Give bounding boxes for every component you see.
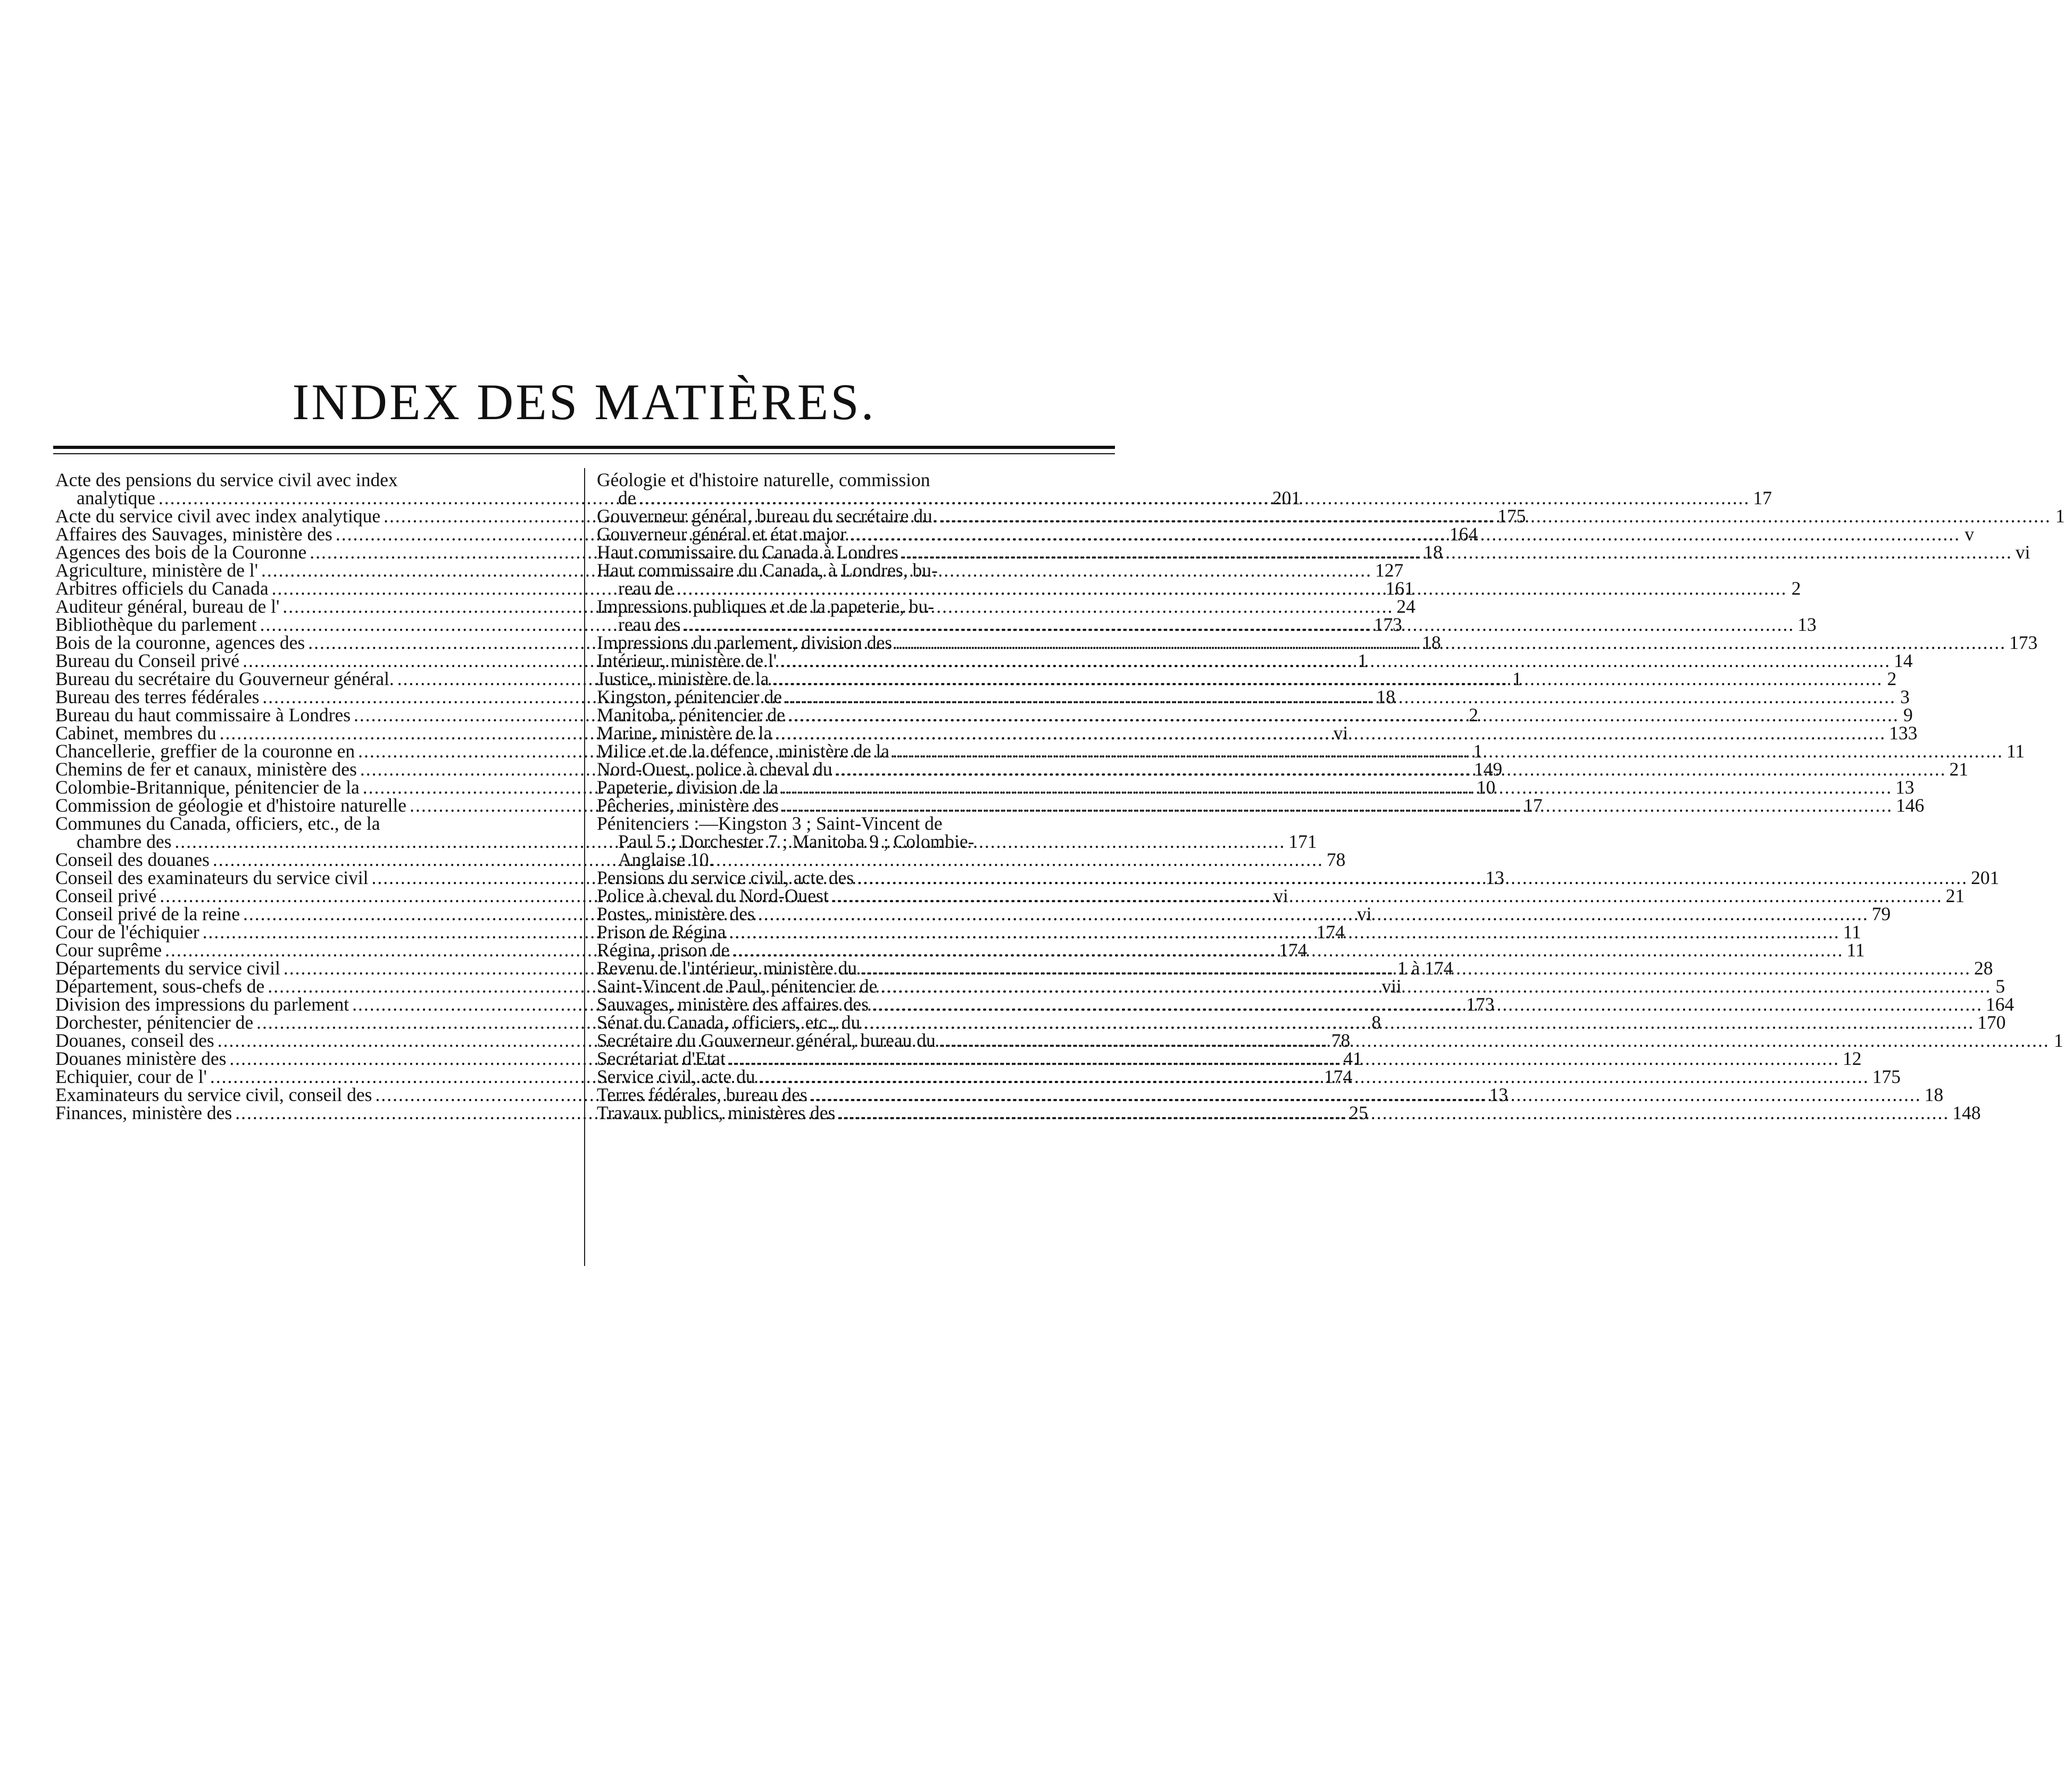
index-entry-page: 173 <box>1466 994 1495 1015</box>
index-entry-text: Gouverneur général et état major <box>597 523 847 545</box>
index-entry-page: 5 <box>1995 976 2005 997</box>
index-entry-text: Impressions publiques et de la papeterie, bu- <box>597 596 934 617</box>
index-entry-text: Bureau du Conseil privé <box>55 650 240 671</box>
index-entry <box>597 561 1099 579</box>
leader-dots <box>782 796 1893 814</box>
index-entry-page: 24 <box>1396 596 1415 617</box>
index-entry <box>597 851 1099 869</box>
index-entry <box>597 471 1099 489</box>
index-entry-text: Saint-Vincent de Paul, pénitencier de <box>597 976 878 997</box>
index-entry-page: 173 <box>2009 632 2038 653</box>
leader-dots <box>836 760 1946 778</box>
index-entry-page: vi <box>2015 541 2030 563</box>
index-entry-page: 175 <box>1872 1066 1901 1087</box>
index-entry-page: 12 <box>1842 1048 1862 1069</box>
index-entry-page: 1 <box>2053 1030 2063 1051</box>
leader-dots <box>902 543 2012 561</box>
index-entry-text: Prison de Régina <box>597 921 726 943</box>
index-entry-text: Gouverneur général, bureau du secrétaire du. <box>597 505 937 527</box>
leader-dots <box>939 1031 2050 1049</box>
index-entry-page: 1 à 174 <box>1397 957 1453 979</box>
index-entry-page: 148 <box>1952 1102 1981 1123</box>
index-entry-text: Postes, ministère des <box>597 903 755 924</box>
index-entry-page: 17 <box>1523 795 1543 816</box>
index-entry-page: 1 <box>1512 668 1522 689</box>
index-entry-text: chambre des <box>77 831 172 852</box>
index-entry-text: Bibliothèque du parlement <box>55 614 257 635</box>
leader-dots <box>732 941 1843 959</box>
index-entry-text: Département, sous-chefs de <box>55 976 265 997</box>
leader-dots <box>811 1086 1921 1104</box>
index-entry-page: 17 <box>1753 487 1772 509</box>
index-entry-page: 13 <box>1489 1084 1508 1105</box>
index-entry-text: Auditeur général, bureau de l' <box>55 596 280 617</box>
index-entry-text: Agences des bois de la Couronne <box>55 541 307 563</box>
index-entry-text: Intérieur, ministère de l' <box>597 650 777 671</box>
index-entry <box>597 668 1897 689</box>
index-entry-page: vi <box>1357 903 1372 924</box>
index-entry-page: 13 <box>1895 777 1914 798</box>
index-entry-page: 8 <box>1371 1012 1381 1033</box>
column-divider <box>584 468 585 1266</box>
leader-dots <box>872 995 1983 1013</box>
index-entry-page: 174 <box>1316 921 1345 943</box>
index-entry-text: Départements du service civil <box>55 957 280 979</box>
title-rule-thin <box>53 453 1115 454</box>
index-entry-page: 1 <box>1358 650 1368 671</box>
leader-dots <box>863 1013 1974 1031</box>
index-entry-page: 11 <box>1843 921 1861 943</box>
index-entry-page: 79 <box>1871 903 1891 924</box>
leader-dots <box>676 579 1787 597</box>
index-entry-text: Police à cheval du Nord-Ouest <box>597 885 829 906</box>
index-entry <box>597 832 1099 851</box>
index-entry-text: Conseil privé <box>55 885 157 906</box>
index-entry-text: Papeterie, division de la <box>597 777 779 798</box>
index-entry-page: 18 <box>1924 1084 1944 1105</box>
index-entry-text: Haut commissaire du Canada, à Londres, bu- <box>597 560 938 581</box>
leader-dots <box>729 1049 1839 1068</box>
index-entry-text: Conseil des douanes <box>55 849 210 870</box>
index-entry-text: Bois de la couronne, agences des <box>55 632 305 653</box>
index-entry-text: Impressions du parlement, division des <box>597 632 893 653</box>
leader-dots <box>775 724 1886 742</box>
leader-dots <box>780 652 1891 670</box>
title-rule-thick <box>53 446 1115 449</box>
index-entry-page: 164 <box>1449 523 1478 545</box>
index-entry-page: 174 <box>1323 1066 1353 1087</box>
index-entry-text: Marine, ministère de la <box>597 722 772 744</box>
index-entry-page: 170 <box>1977 1012 2006 1033</box>
index-entry-page: 201 <box>1971 867 2000 888</box>
index-entry-text: Manitoba, pénitencier de <box>597 704 785 726</box>
index-entry-text: Chancellerie, greffier de la couronne en <box>55 740 355 762</box>
leader-dots <box>880 977 1991 995</box>
index-entry-text: analytique <box>77 487 155 509</box>
leader-dots <box>895 634 2006 652</box>
index-entry-text: Affaires des Sauvages, ministère des <box>55 523 332 545</box>
index-entry-text: Pénitenciers :—Kingston 3 ; Saint-Vincent de <box>597 813 943 834</box>
index-entry-page: 18 <box>1422 632 1441 653</box>
index-entry <box>597 1012 2006 1033</box>
leader-dots <box>781 778 1892 796</box>
index-entry-page: 1 <box>1473 740 1483 762</box>
index-entry-text: Commission de géologie et d'histoire naturelle <box>55 795 407 816</box>
index-entry-text: Sénat du Canada, officiers, etc., du <box>597 1012 861 1033</box>
index-entry-page: vii <box>1381 976 1402 997</box>
index-entry-page: 28 <box>1974 957 1993 979</box>
index-entry-text: Acte des pensions du service civil avec index <box>55 469 398 490</box>
leader-dots <box>684 615 1794 634</box>
index-entry-text: Géologie et d'histoire naturelle, commission <box>597 469 930 490</box>
leader-dots <box>832 887 1943 905</box>
index-entry-text: Kingston, pénitencier de <box>597 686 782 707</box>
index-entry-text: Colombie-Britannique, pénitencier de la <box>55 777 360 798</box>
index-entry-page: 174 <box>1279 939 1308 961</box>
index-entry <box>597 597 1099 615</box>
index-entry-text: Revenu de l'intérieur, ministère du <box>597 957 857 979</box>
index-entry-page: 18 <box>1376 686 1395 707</box>
index-entry-text: Chemins de fer et canaux, ministère des <box>55 759 357 780</box>
index-entry-page: 13 <box>1797 614 1817 635</box>
index-entry <box>597 650 1913 671</box>
index-entry-page: v <box>1964 523 1975 545</box>
index-entry-text: Terres fédérales, bureau des <box>597 1084 807 1105</box>
index-entry-page: 133 <box>1889 722 1918 744</box>
index-entry-page: 41 <box>1343 1048 1362 1069</box>
index-entry-text: Cabinet, membres du <box>55 722 217 744</box>
index-entry-text: Dorchester, pénitencier de <box>55 1012 254 1033</box>
index-entry-text: Régina, prison de <box>597 939 730 961</box>
index-entry-text: de <box>618 487 636 509</box>
index-entry <box>597 814 1099 832</box>
index-entry-page: 21 <box>1949 759 1969 780</box>
leader-dots <box>758 905 1869 923</box>
index-entry-text: Pensions du service civil, acte des <box>597 867 854 888</box>
index-entry-page: 161 <box>1385 578 1414 599</box>
index-entry-text: Cour de l'échiquier <box>55 921 199 943</box>
index-entry-text: Pêcheries, ministère des <box>597 795 779 816</box>
index-entry <box>55 471 561 489</box>
index-entry-text: Cour suprême <box>55 939 162 961</box>
leader-dots <box>772 670 1883 688</box>
leader-dots <box>857 869 1968 887</box>
index-entry-text: Bureau du secrétaire du Gouverneur général. <box>55 668 394 689</box>
index-entry-page: 3 <box>1900 686 1910 707</box>
leader-dots <box>850 525 1960 543</box>
leader-dots <box>639 489 1750 507</box>
index-entry <box>597 704 1913 726</box>
index-entry-text: Arbitres officiels du Canada <box>55 578 269 599</box>
index-entry-text: Conseil privé de la reine <box>55 903 240 924</box>
index-entry-text: reau de <box>618 578 673 599</box>
index-entry-text: Echiquier, cour de l' <box>55 1066 207 1087</box>
index-entry-text: Secrétaire du Gouverneur général, bureau du <box>597 1030 936 1051</box>
leader-dots <box>940 507 2051 525</box>
index-entry-page: 201 <box>1272 487 1301 509</box>
index-entry-page: 10 <box>1476 777 1496 798</box>
index-entry-page: 164 <box>1985 994 2014 1015</box>
leader-dots <box>788 706 1899 724</box>
index-entry-page: 2 <box>1791 578 1801 599</box>
index-entry-page: 2 <box>1887 668 1897 689</box>
index-entry-text: Justice, ministère de la <box>597 668 769 689</box>
index-entry-page: 14 <box>1894 650 1913 671</box>
index-entry-page: vi <box>1333 722 1348 744</box>
index-entry-text: Bureau du haut commissaire à Londres <box>55 704 351 726</box>
index-entry-page: 11 <box>2006 740 2025 762</box>
index-entry-page: 11 <box>1846 939 1865 961</box>
index-entry-page: 25 <box>1349 1102 1368 1123</box>
index-entry-text: Secrétariat d'Etat <box>597 1048 726 1069</box>
index-entry-text: Conseil des examinateurs du service civil <box>55 867 369 888</box>
leader-dots <box>838 1104 1949 1122</box>
index-entry-text: Acte du service civil avec index analytique <box>55 505 381 527</box>
index-entry-text: Communes du Canada, officiers, etc., de la <box>55 813 380 834</box>
index-entry-text: Division des impressions du parlement <box>55 994 349 1015</box>
index-entry <box>55 814 561 832</box>
index-entry-page: 171 <box>1288 831 1317 852</box>
page-title: INDEX DES MATIÈRES. <box>292 373 876 430</box>
leader-dots <box>729 923 1840 941</box>
index-entry-text: Bureau des terres fédérales <box>55 686 260 707</box>
index-entry-page: 18 <box>1423 541 1443 563</box>
index-entry-text: Nord-Ouest, police à cheval du <box>597 759 832 780</box>
index-entry-text: Finances, ministère des <box>55 1102 232 1123</box>
index-entry-page: 175 <box>1497 505 1526 527</box>
index-entry-text: Douanes ministère des <box>55 1048 227 1069</box>
index-entry-page: 13 <box>1485 867 1505 888</box>
index-entry-text: Haut commissaire du Canada à Londres <box>597 541 898 563</box>
leader-dots <box>893 742 2003 760</box>
index-entry-text: Examinateurs du service civil, conseil des <box>55 1084 372 1105</box>
index-entry-page: 21 <box>1945 885 1965 906</box>
leader-dots <box>759 1068 1869 1086</box>
index-entry-page: 173 <box>1373 614 1402 635</box>
leader-dots <box>860 959 1971 977</box>
index-entry-text: Milice et de la défence, ministère de la <box>597 740 889 762</box>
index-entry-page: 78 <box>1331 1030 1351 1051</box>
index-entry-page: 2 <box>1469 704 1479 726</box>
index-entry-text: Travaux publics, ministères des <box>597 1102 836 1123</box>
index-entry-page: 146 <box>1896 795 1925 816</box>
index-entry-page: 9 <box>1903 704 1913 726</box>
index-entry-text: Agriculture, ministère de l' <box>55 560 259 581</box>
index-entry-text: reau des <box>618 614 681 635</box>
index-entry-text: Service civil, acte du <box>597 1066 755 1087</box>
leader-dots <box>785 688 1896 706</box>
index-entry-text: Douanes, conseil des <box>55 1030 214 1051</box>
index-entry-page: vi <box>1273 885 1288 906</box>
index-entry-text: Paul 5 ; Dorchester 7 ; Manitoba 9 ; Colombie- <box>618 831 975 852</box>
index-entry-page: 149 <box>1473 759 1503 780</box>
index-entry <box>597 740 2025 762</box>
index-entry-page: 127 <box>1375 560 1404 581</box>
index-entry-page: 78 <box>1326 849 1346 870</box>
index-entry-page: 1 <box>2055 505 2065 527</box>
index-entry-text: Sauvages, ministère des affaires des <box>597 994 869 1015</box>
index-entry-text: Anglaise 10. <box>618 849 714 870</box>
